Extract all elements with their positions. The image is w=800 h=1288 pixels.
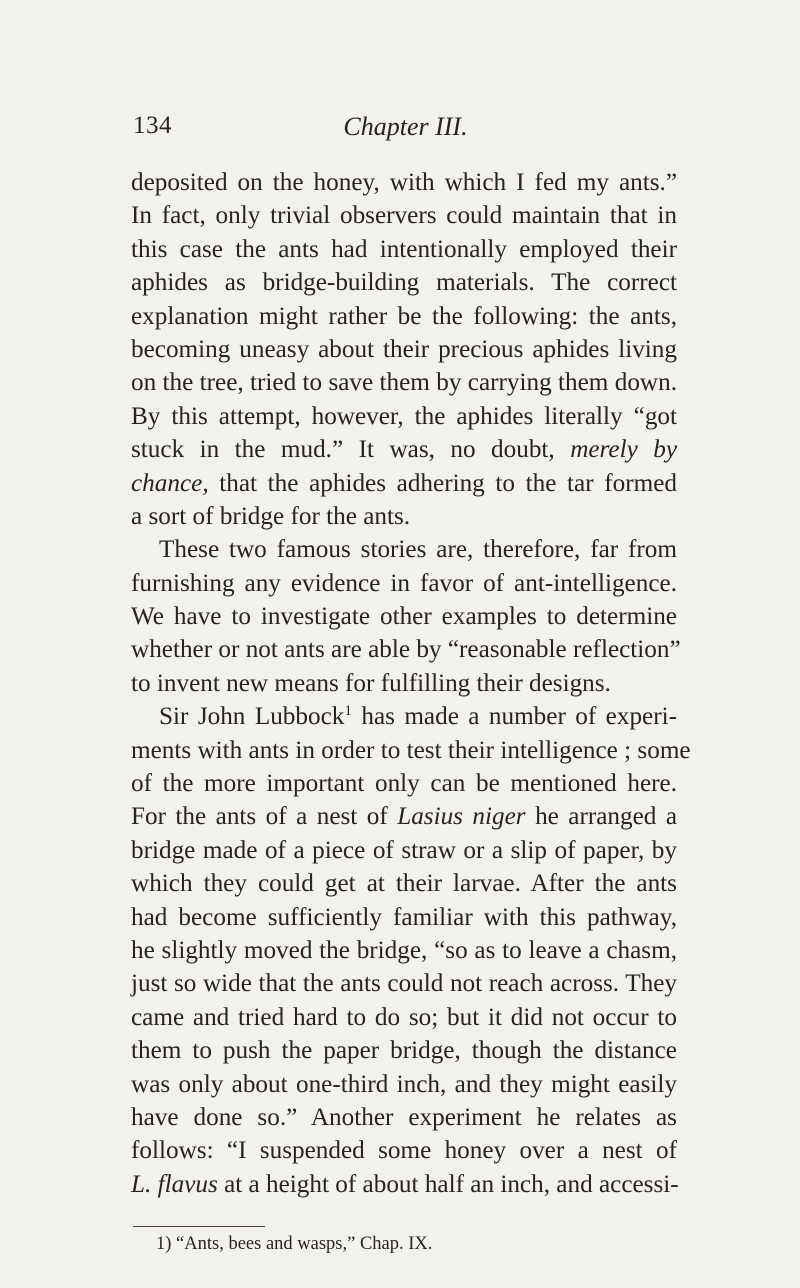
text-line: came and tried hard to do so; but it did not occur to [131,1003,677,1031]
text-line: was only about one-third inch, and they might easily [131,1070,677,1098]
italic-phrase: chance, [131,469,209,497]
text-line: them to push the paper bridge, though the distance [131,1037,677,1065]
text-line: had become sufficiently familiar with this pathway, [131,903,677,931]
text-segment: Sir John Lubbock [159,703,345,731]
text-line: have done so.” Another experiment he relates as [131,1103,677,1131]
text-line: just so wide that the ants could not reach across. They [131,970,677,998]
text-segment: For the ants of a nest of [131,803,388,831]
footnote-text: “Ants, bees and wasps,” Chap. IX. [176,1234,433,1254]
italic-species-name: Lasius niger [397,803,526,831]
text-segment: has made a number of experi- [361,703,677,731]
text-line [131,700,677,733]
italic-phrase: merely by [570,436,678,464]
text-line [131,800,677,833]
text-line: explanation might rather be the following: the ants, [131,302,677,330]
italic-species-name: L. flavus [131,1170,218,1198]
text-line: aphides as bridge-building materials. The correct [131,269,677,297]
text-line: to invent new means for fulfilling their designs. [131,669,611,697]
text-line: on the tree, tried to save them by carrying them down. [131,369,677,397]
text-segment: that the aphides adhering to the tar formed [219,469,677,497]
text-line: ments with ants in order to test their intelligence ; some [131,736,691,764]
text-line: which they could get at their larvae. After the ants [131,870,677,898]
footnote [156,1234,676,1255]
footnote-reference: 1 [344,703,352,720]
footnote-divider [133,1226,265,1227]
body-text [131,166,691,1201]
text-line: whether or not ants are able by “reasonable reflection” [131,636,681,664]
text-line: deposited on the honey, with which I fed my ants.” [131,169,677,196]
text-line: follows: “I suspended some honey over a nest of [131,1137,677,1165]
text-segment: stuck in the mud.” It was, no doubt, [131,436,555,464]
text-line: a sort of bridge for the ants. [131,502,411,530]
running-title: Chapter III. [343,112,468,141]
text-line: We have to investigate other examples to determine [131,603,677,631]
text-line: this case the ants had intentionally employed their [131,235,677,263]
text-line: These two famous stories are, therefore, far from [159,536,677,564]
page-number: 134 [133,112,172,139]
text-line: becoming uneasy about their precious aphides living [131,335,677,363]
text-line [131,467,677,500]
text-line [131,433,677,466]
page-header [133,112,678,146]
text-segment: at a height of about half an inch, and accessi- [224,1170,679,1198]
text-segment: he arranged a [535,803,678,831]
footnote-marker: 1) [156,1234,172,1254]
text-line [131,1168,677,1201]
text-line: he slightly moved the bridge, “so as to leave a chasm, [131,936,677,964]
text-line: furnishing any evidence in favor of ant-intelligence. [131,569,677,597]
text-line: bridge made of a piece of straw or a slip of paper, by [131,836,677,864]
text-line: of the more important only can be mentioned here. [131,770,677,798]
text-line: In fact, only trivial observers could maintain that in [131,202,677,230]
text-line: By this attempt, however, the aphides literally “got [131,402,677,430]
